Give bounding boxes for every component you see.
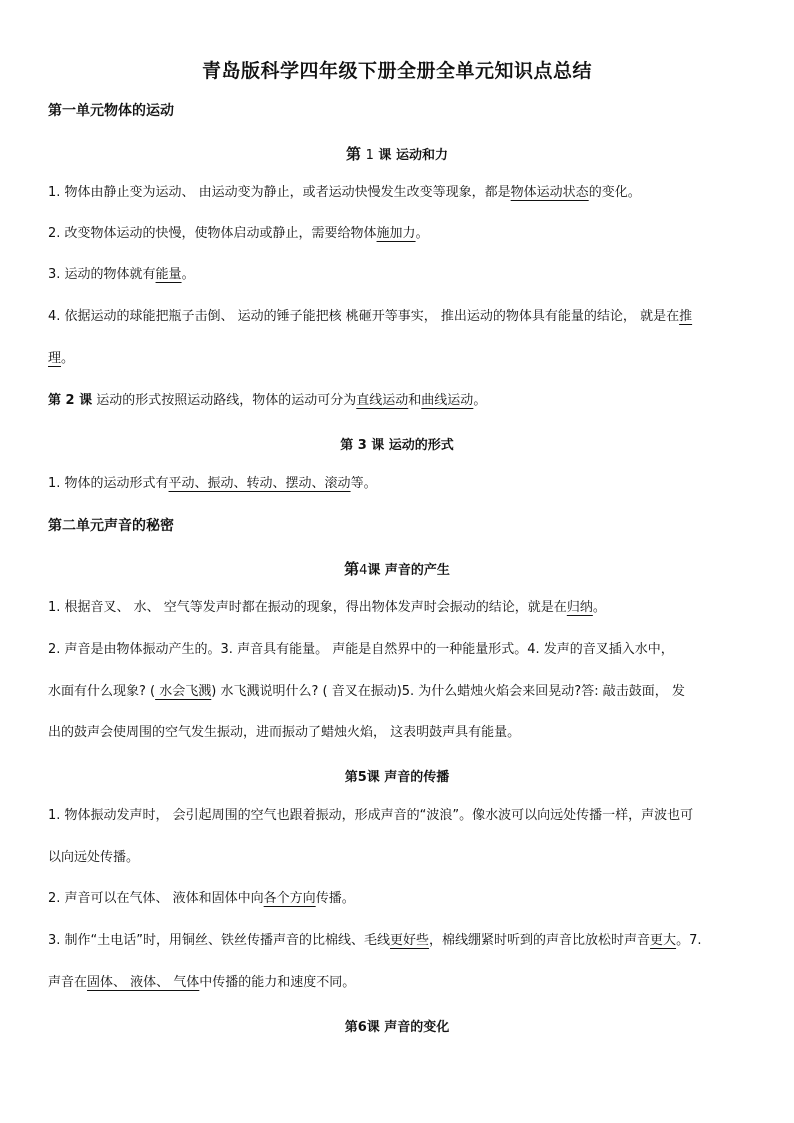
lesson-prefix: 第 [344, 560, 360, 578]
lesson4-point-2 [48, 629, 748, 754]
text-segment: 1. 根据音叉、 水、 空气等发声时都在振动的现象，得出物体发声时会振动的结论，就是在 [48, 600, 567, 615]
underlined-answer: 推 [679, 309, 693, 324]
text-segment: 2. 声音是由物体振动产生的。3. 声音具有能量。 声能是自然界中的一种能量形式。4. 发声的音叉插入水中， [48, 642, 674, 657]
lesson-number: 5 [357, 770, 367, 785]
text-segment: 和 [408, 393, 422, 408]
text-segment: 声音在 [48, 974, 88, 990]
underlined-answer: 直线运动 [356, 393, 409, 408]
text-segment: 的变化。 [588, 185, 641, 200]
text-segment: 3. 制作“土电话”时，用铜丝、铁丝传播声音的比棉线、毛线 [48, 933, 391, 948]
underlined-answer: 曲线运动 [421, 393, 474, 408]
lesson-prefix: 第 [344, 770, 358, 785]
text-segment: 2. 改变物体运动的快慢，使物体启动或静止，需要给物体 [48, 226, 377, 241]
text-segment: 传播。 [315, 891, 355, 906]
lesson1-point-2 [48, 213, 748, 255]
lesson1-point-3 [48, 254, 748, 296]
underlined-answer: 物体运动状态 [510, 185, 589, 200]
text-segment: 1. 物体由静止变为运动、 由运动变为静止，或者运动快慢发生改变等现象，都是 [48, 185, 511, 200]
text-segment: 3. 运动的物体就有 [48, 267, 156, 282]
text-segment: 中传播的能力和速度不同。 [199, 974, 356, 990]
lesson-suffix: 课 [367, 563, 381, 578]
text-segment: 等。 [350, 476, 377, 491]
text-segment: 1. 物体的运动形式有 [48, 476, 169, 491]
text-segment: ) 水飞溅说明什么? ( 音叉在振动)5. 为什么蜡烛火焰会来回晃动?答: 敲击鼓面， 发 [211, 683, 685, 699]
lesson-heading-4 [0, 558, 794, 579]
unit-heading-2: 第二单元声音的秘密 [48, 518, 174, 534]
lesson-suffix: 课 [378, 148, 392, 163]
text-segment: 。 [61, 350, 75, 366]
underlined-answer: 各个方向 [263, 891, 316, 906]
lesson-prefix: 第 [346, 145, 362, 163]
lesson-number: 1 [365, 148, 374, 163]
lesson1-point-1 [48, 172, 748, 214]
lesson2-line [48, 380, 748, 422]
lesson-name: 声音的传播 [384, 770, 450, 785]
underlined-answer: 能量 [155, 267, 182, 282]
lesson-number: 6 [357, 1020, 367, 1035]
text-segment: 2. 声音可以在气体、 液体和固体中向 [48, 891, 264, 906]
lesson-heading-6 [0, 1016, 794, 1035]
lesson-name: 声音的产生 [384, 563, 450, 578]
text-segment: 。 [415, 226, 429, 241]
underlined-answer: 更大 [650, 933, 677, 948]
text-segment: 水面有什么现象? ( [48, 683, 156, 699]
text-segment: 。 [592, 600, 606, 615]
underlined-answer: 固体、 液体、 气体 [87, 974, 200, 990]
text-segment: 1. 物体振动发声时， 会引起周围的空气也跟着振动，形成声音的“波浪”。像水波可以向远处传播一样，声波也可 [48, 808, 694, 823]
lesson-heading-1 [0, 143, 794, 164]
text-segment: 出的鼓声会使周围的空气发生振动，进而振动了蜡烛火焰， 这表明鼓声具有能量。 [48, 725, 521, 740]
underlined-answer: 平动、振动、转动、摆动、滚动 [168, 476, 351, 491]
underlined-answer: 施加力 [376, 226, 416, 241]
lesson-name: 声音的变化 [384, 1020, 450, 1035]
text-segment: 。 [473, 393, 487, 408]
unit-heading-1: 第一单元物体的运动 [48, 103, 174, 119]
lesson-prefix: 第 [344, 1020, 358, 1035]
lesson-suffix: 课 [366, 770, 380, 785]
lesson5-point-1 [48, 795, 748, 878]
lesson-number: 4 [359, 563, 368, 578]
underlined-answer: 水会飞溅 [155, 683, 212, 699]
lesson5-point-3 [48, 920, 748, 1003]
lesson5-point-2 [48, 878, 748, 920]
underlined-answer: 归纳 [566, 600, 593, 615]
lesson-heading-3: 第 3 课 运动的形式 [340, 438, 454, 453]
text-segment: 运动的形式按照运动路线，物体的运动可分为 [96, 393, 357, 408]
lesson4-point-1 [48, 587, 748, 629]
text-segment: 。7. [676, 933, 702, 948]
lesson-name: 运动和力 [395, 148, 448, 163]
lesson-label: 第 2 课 [48, 393, 93, 408]
text-segment: 以向远处传播。 [48, 849, 140, 865]
text-segment: ，棉线绷紧时听到的声音比放松时声音 [429, 933, 651, 948]
text-segment: 4. 依据运动的球能把瓶子击倒、 运动的锤子能把核 桃砸开等事实， 推出运动的物体具有能量的结论， 就是在 [48, 309, 680, 324]
underlined-answer: 理 [48, 350, 62, 366]
lesson3-point-1 [48, 463, 748, 505]
lesson1-point-4 [48, 296, 748, 379]
underlined-answer: 更好些 [390, 933, 430, 948]
lesson-heading-5 [0, 766, 794, 785]
page-title: 青岛版科学四年级下册全册全单元知识点总结 [201, 60, 592, 82]
lesson-suffix: 课 [366, 1020, 380, 1035]
text-segment: 。 [181, 267, 195, 282]
